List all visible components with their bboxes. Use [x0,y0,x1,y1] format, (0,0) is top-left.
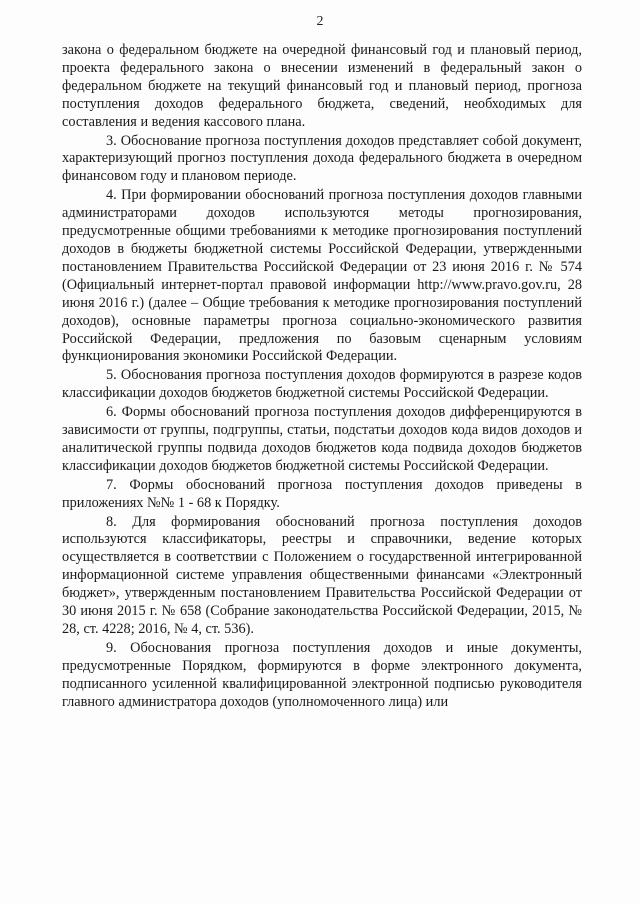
paragraph-6: 6. Формы обоснований прогноза поступления доходов дифференцируются в зависимости от группы, подгруппы, статьи, подстатьи доходов кода видов доходов и аналитической группы подвида доходов бюджетов кода подвида доходов бюджетов классификации доходов бюджетов бюджетной системы Российской Федерации. [62,404,582,474]
page-number: 2 [316,14,324,29]
paragraph-5: 5. Обоснования прогноза поступления доходов формируются в разрезе кодов классификации доходов бюджетов бюджетной системы Российской Федерации. [62,367,582,402]
paragraph-9: 9. Обоснования прогноза поступления доходов и иные документы, предусмотренные Порядком, формируются в форме электронного документа, подписанного усиленной квалифицированной электронной подписью руководителя главного администратора доходов (уполномоченного лица) или [62,639,582,710]
paragraph-continuation: закона о федеральном бюджете на очередной финансовый год и плановый период, проекта федерального закона о внесении изменений в федеральный закон о федеральном бюджете на текущий финансовый год и плановый период, прогноза поступления доходов федерального бюджета, сведений, необходимых для составления и ведения кассового плана. [62,42,582,130]
paragraph-3: 3. Обоснование прогноза поступления доходов представляет собой документ, характеризующий прогноз поступления дохода федерального бюджета в очередном финансовом году и плановом периоде. [62,132,582,185]
paragraph-4: 4. При формировании обоснований прогноза поступления доходов главными администраторами доходов используются методы прогнозирования, предусмотренные общими требованиями к методике прогнозирования поступлений доходов в бюджеты бюджетной системы Российской Федерации, утвержденными постановлением Правительства Российской Федерации от 23 июня 2016 г. № 574 (Официальный интернет-портал правовой информации http://www.pravo.gov.ru, 28 июня 2016 г.) (далее – Общие требования к методике прогнозирования поступлений доходов), основные параметры прогноза социально-экономического развития Российской Федерации, предложения по базовым сценарным условиям функционирования экономики Российской Федерации. [62,187,582,365]
document-body [62,42,582,713]
paragraph-7: 7. Формы обоснований прогноза поступления доходов приведены в приложениях №№ 1 - 68 к Порядку. [62,476,582,511]
paragraph-8: 8. Для формирования обоснований прогноза поступления доходов используются классификаторы, реестры и справочники, ведение которых осуществляется в соответствии с Положением о государственной интегрированной информационной системе управления общественными финансами «Электронный бюджет», утвержденным постановлением Правительства Российской Федерации от 30 июня 2015 г. № 658 (Собрание законодательства Российской Федерации, 2015, № 28, ст. 4228; 2016, № 4, ст. 536). [62,513,582,637]
